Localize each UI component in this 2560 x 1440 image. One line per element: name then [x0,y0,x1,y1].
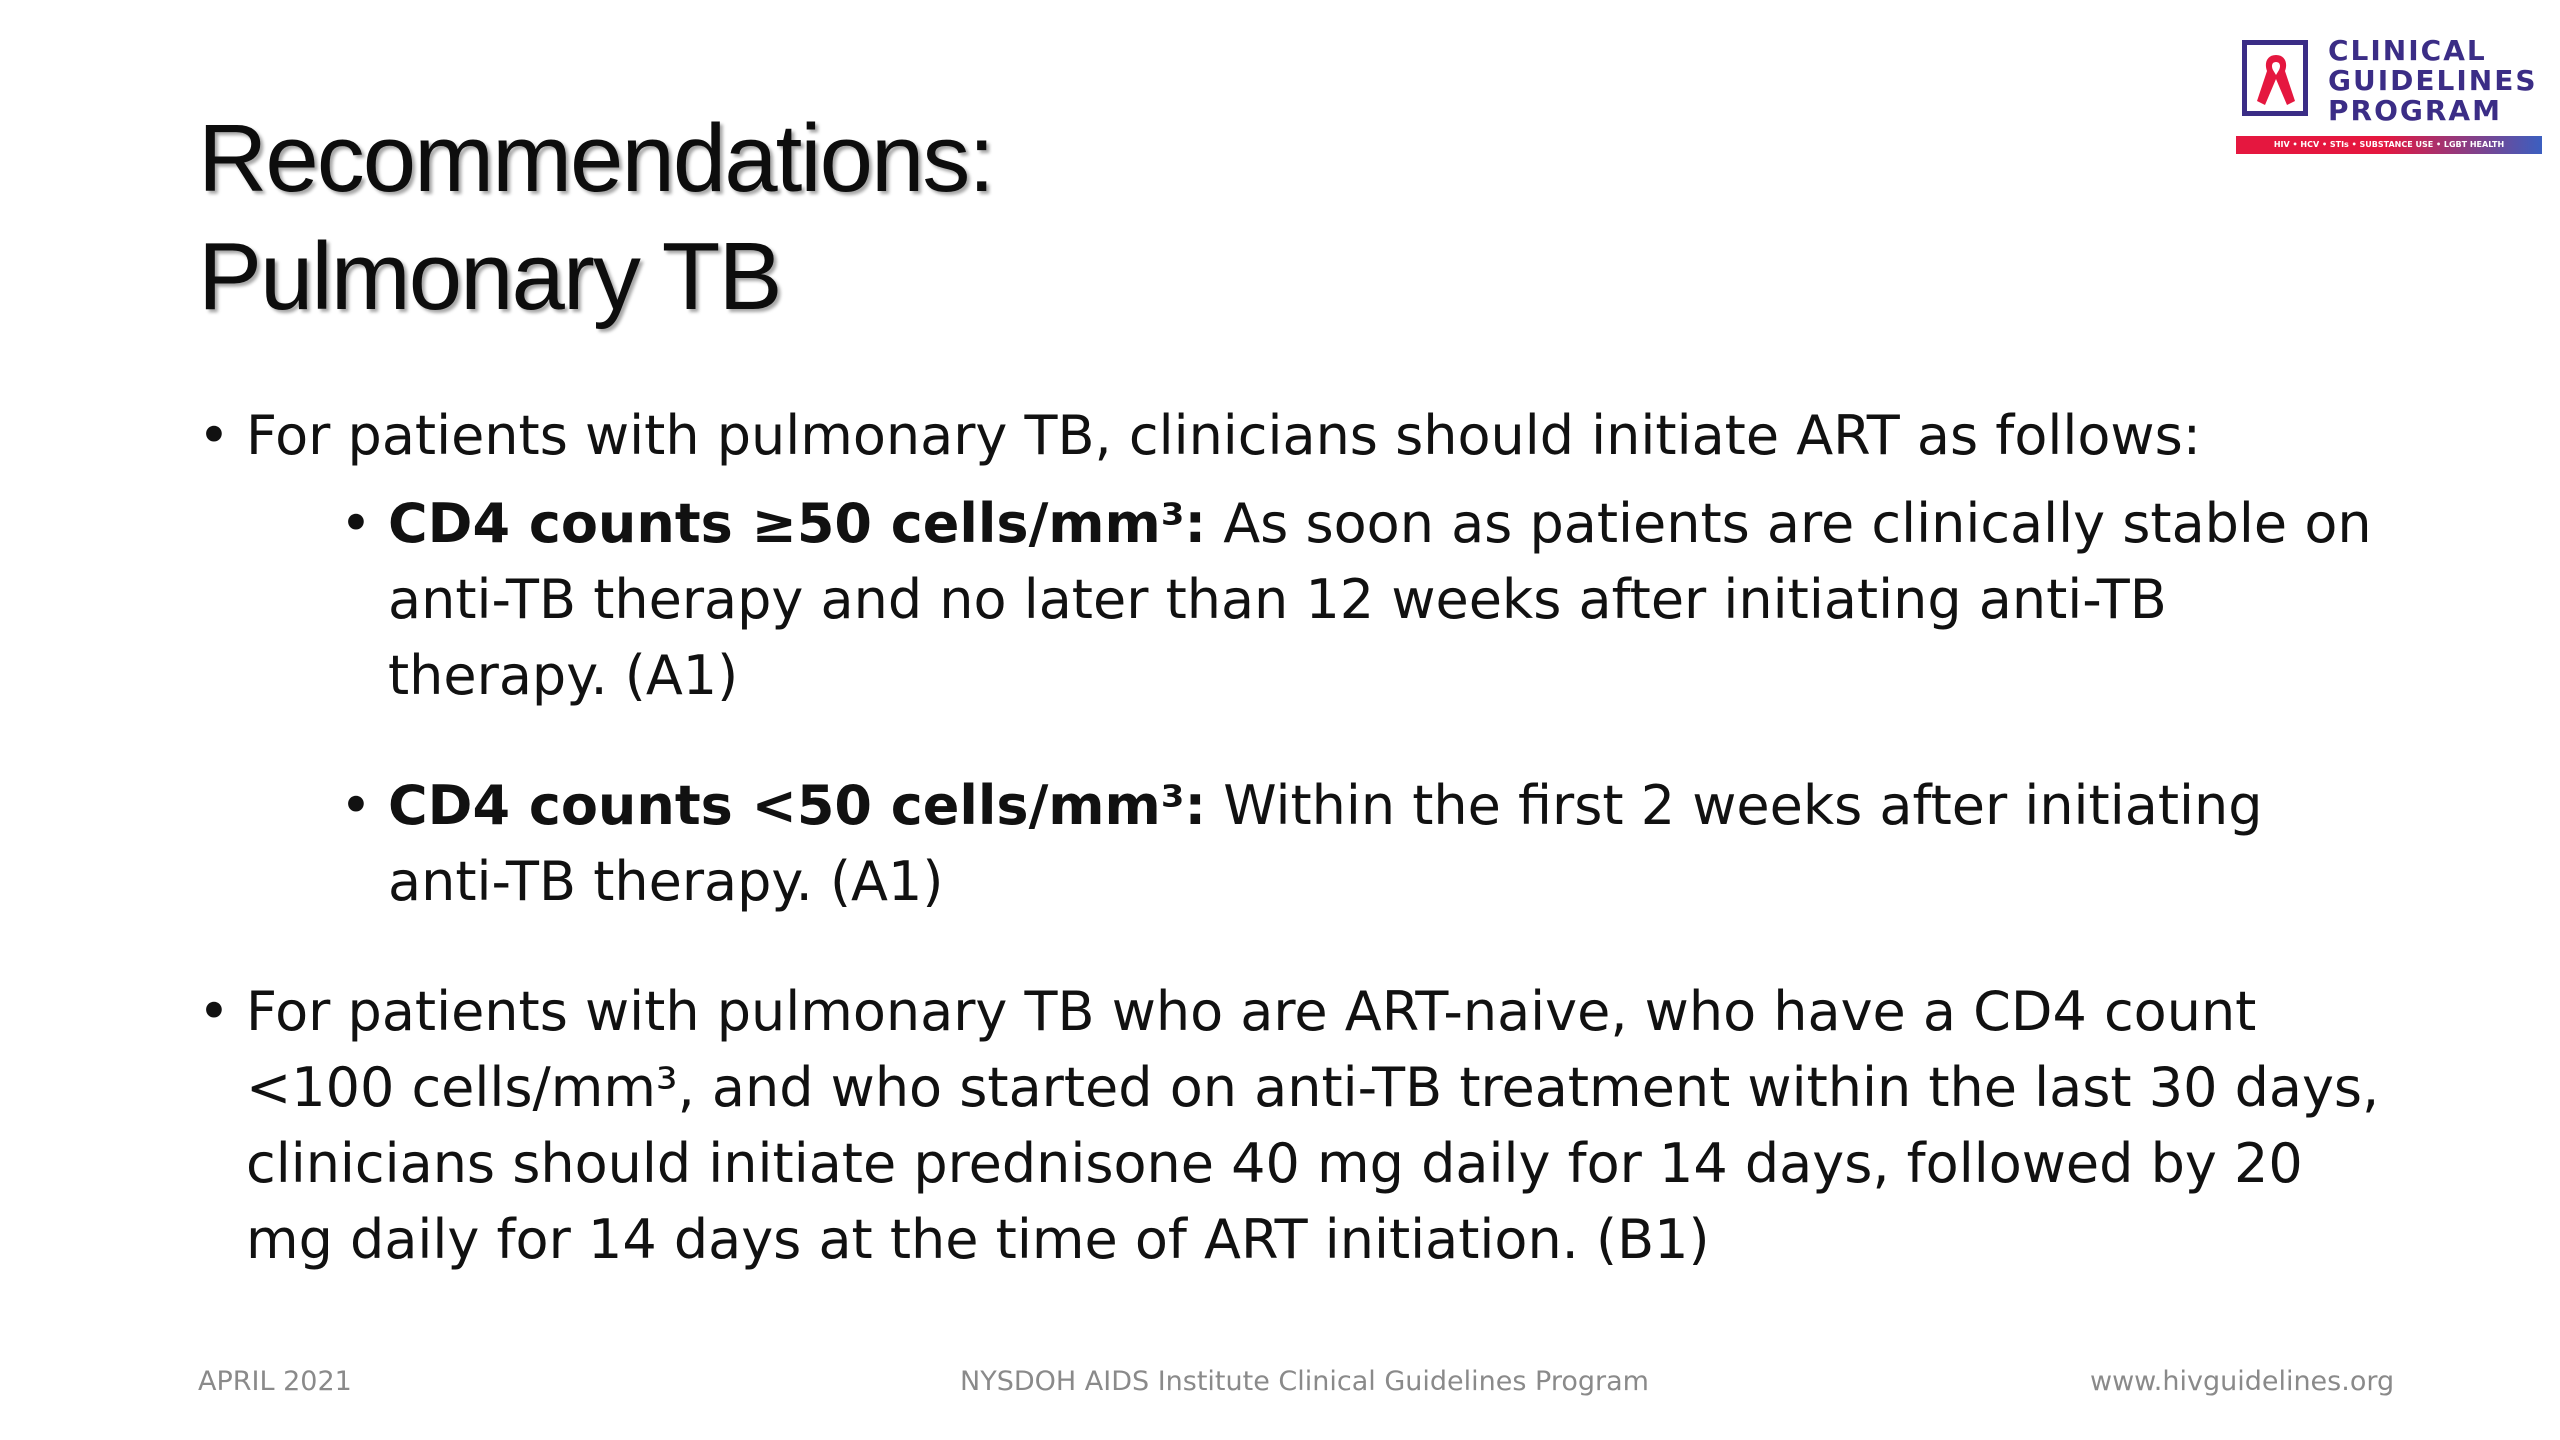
sub-bullet-1-heading: CD4 counts ≥50 cells/mm³: [388,492,1207,555]
logo-tagline: HIV • HCV • STIs • SUBSTANCE USE • LGBT HEALTH [2273,140,2505,149]
slide-body [198,398,2398,1278]
logo-line-2: GUIDELINES [2328,64,2538,97]
title-line-2: Pulmonary TB [198,223,781,330]
bullet-1-text: For patients with pulmonary TB, clinicians should initiate ART as follows: [246,404,2201,467]
sub-bullet-2-text: Within the first 2 weeks after initiating anti-TB therapy. (A1) [388,774,2263,913]
footer-url: www.hivguidelines.org [2090,1366,2395,1397]
bullet-1 [198,398,2398,474]
footer-date: APRIL 2021 [198,1366,352,1397]
bullet-2-text: For patients with pulmonary TB who are ART-naive, who have a CD4 count <100 cells/mm³, and who started on anti-TB treatment within the last 30 days, clinicians should initiate prednisone 40 mg daily for 14 days, followed by 20 mg daily for 14 days at the time of ART initiation. (B1) [246,980,2380,1271]
sub-bullet-2-heading: CD4 counts <50 cells/mm³: [388,774,1207,837]
sub-bullet-1 [340,486,2398,714]
title-line-1: Recommendations: [198,105,994,212]
sub-bullet-2 [340,768,2398,920]
logo-tagline-bar [2236,136,2542,154]
bullet-2 [198,974,2398,1278]
logo-ribbon-box [2242,40,2308,116]
red-ribbon-icon [2253,51,2299,107]
clinical-guidelines-program-logo [2236,36,2542,162]
footer-program: NYSDOH AIDS Institute Clinical Guidelines Program [960,1366,1649,1397]
slide-title [198,100,993,336]
logo-line-1: CLINICAL [2328,34,2487,67]
sub-bullet-1-text: As soon as patients are clinically stable on anti-TB therapy and no later than 12 weeks after initiating anti-TB therapy. (A1) [388,492,2372,707]
logo-text [2328,36,2538,126]
logo-line-3: PROGRAM [2328,94,2502,127]
